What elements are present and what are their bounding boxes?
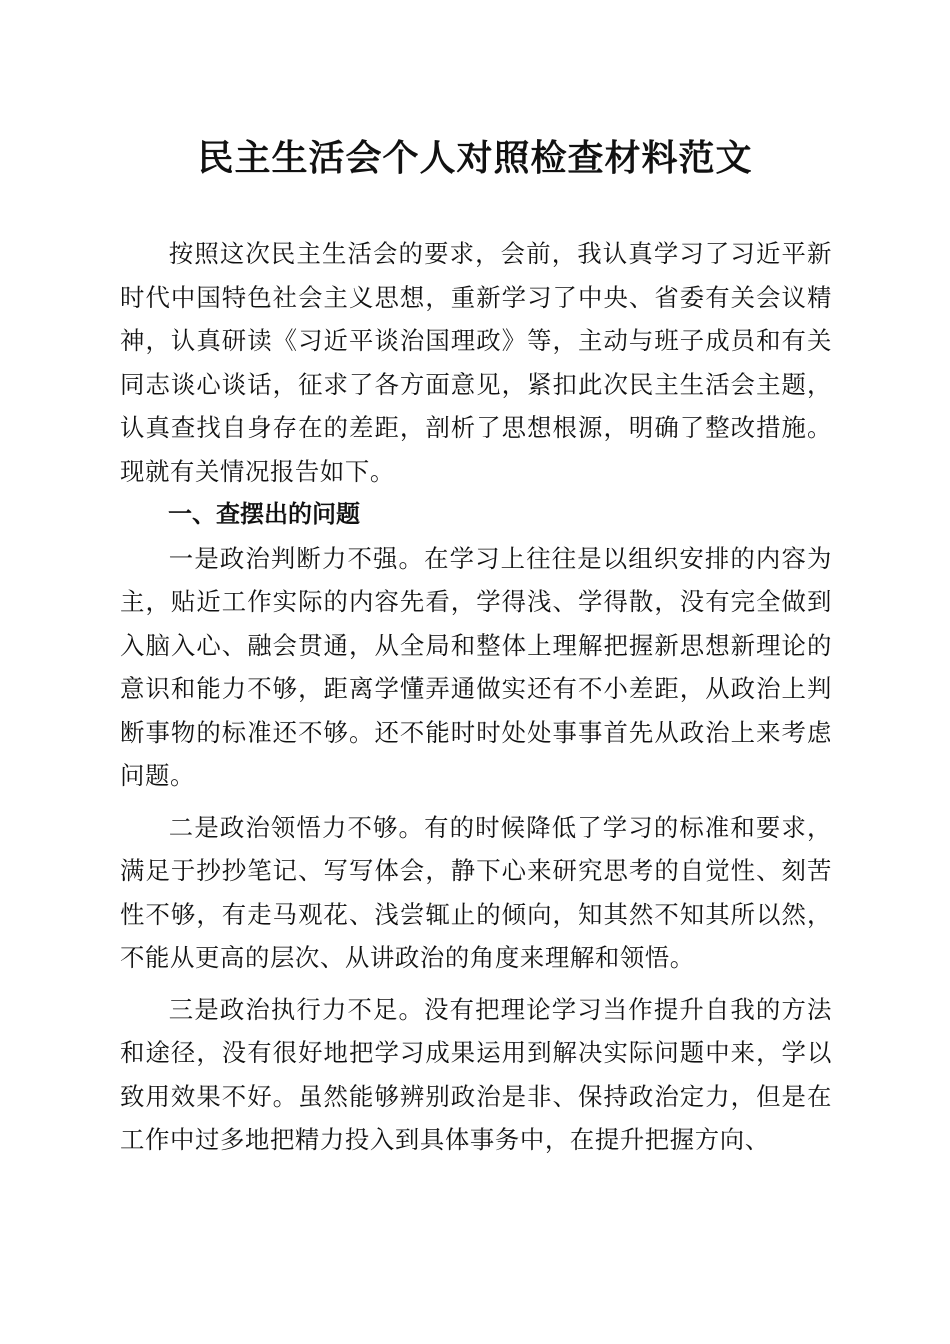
issue-text-1: 在学习上往往是以组织安排的内容为主，贴近工作实际的内容先看，学得浅、学得散，没有完全做到入脑入心、融会贯通，从全局和整体上理解把握新思想新理论的意识和能力不够，距离学懂弄通做实还有不小差距，从政治上判断事物的标准还不够。还不能时时处处事事首先从政治上来考虑问题。 [120,543,832,790]
issue-paragraph-1 [120,537,832,798]
section-heading-issues: 一、查摆出的问题 [168,500,360,528]
issue-text-2: 有的时候降低了学习的标准和要求，满足于抄抄笔记、写写体会，静下心来研究思考的自觉性、刻苦性不够，有走马观花、浅尝辄止的倾向，知其然不知其所以然，不能从更高的层次、从讲政治的角度来理解和领悟。 [120,812,832,972]
issue-lead-2: 二是政治领悟力不够。 [168,812,425,842]
intro-paragraph: 按照这次民主生活会的要求，会前，我认真学习了习近平新时代中国特色社会主义思想，重新学习了中央、省委有关会议精神，认真研读《习近平谈治国理政》等，主动与班子成员和有关同志谈心谈话，征求了各方面意见，紧扣此次民主生活会主题，认真查找自身存在的差距，剖析了思想根源，明确了整改措施。现就有关情况报告如下。 [120,239,832,486]
issue-lead-1: 一是政治判断力不强。 [168,543,425,573]
document-body [120,232,832,1162]
document-title: 民主生活会个人对照检查材料范文 [197,137,753,179]
issue-lead-3: 三是政治执行力不足。 [168,994,425,1024]
issue-paragraph-2 [120,806,832,980]
issue-text-3: 没有把理论学习当作提升自我的方法和途径，没有很好地把学习成果运用到解决实际问题中来，学以致用效果不好。虽然能够辨别政治是非、保持政治定力，但是在工作中过多地把精力投入到具体事务中，在提升把握方向、 [120,994,832,1154]
issue-paragraph-3 [120,988,832,1162]
paragraph-gap [120,798,832,806]
paragraph-gap [120,980,832,988]
